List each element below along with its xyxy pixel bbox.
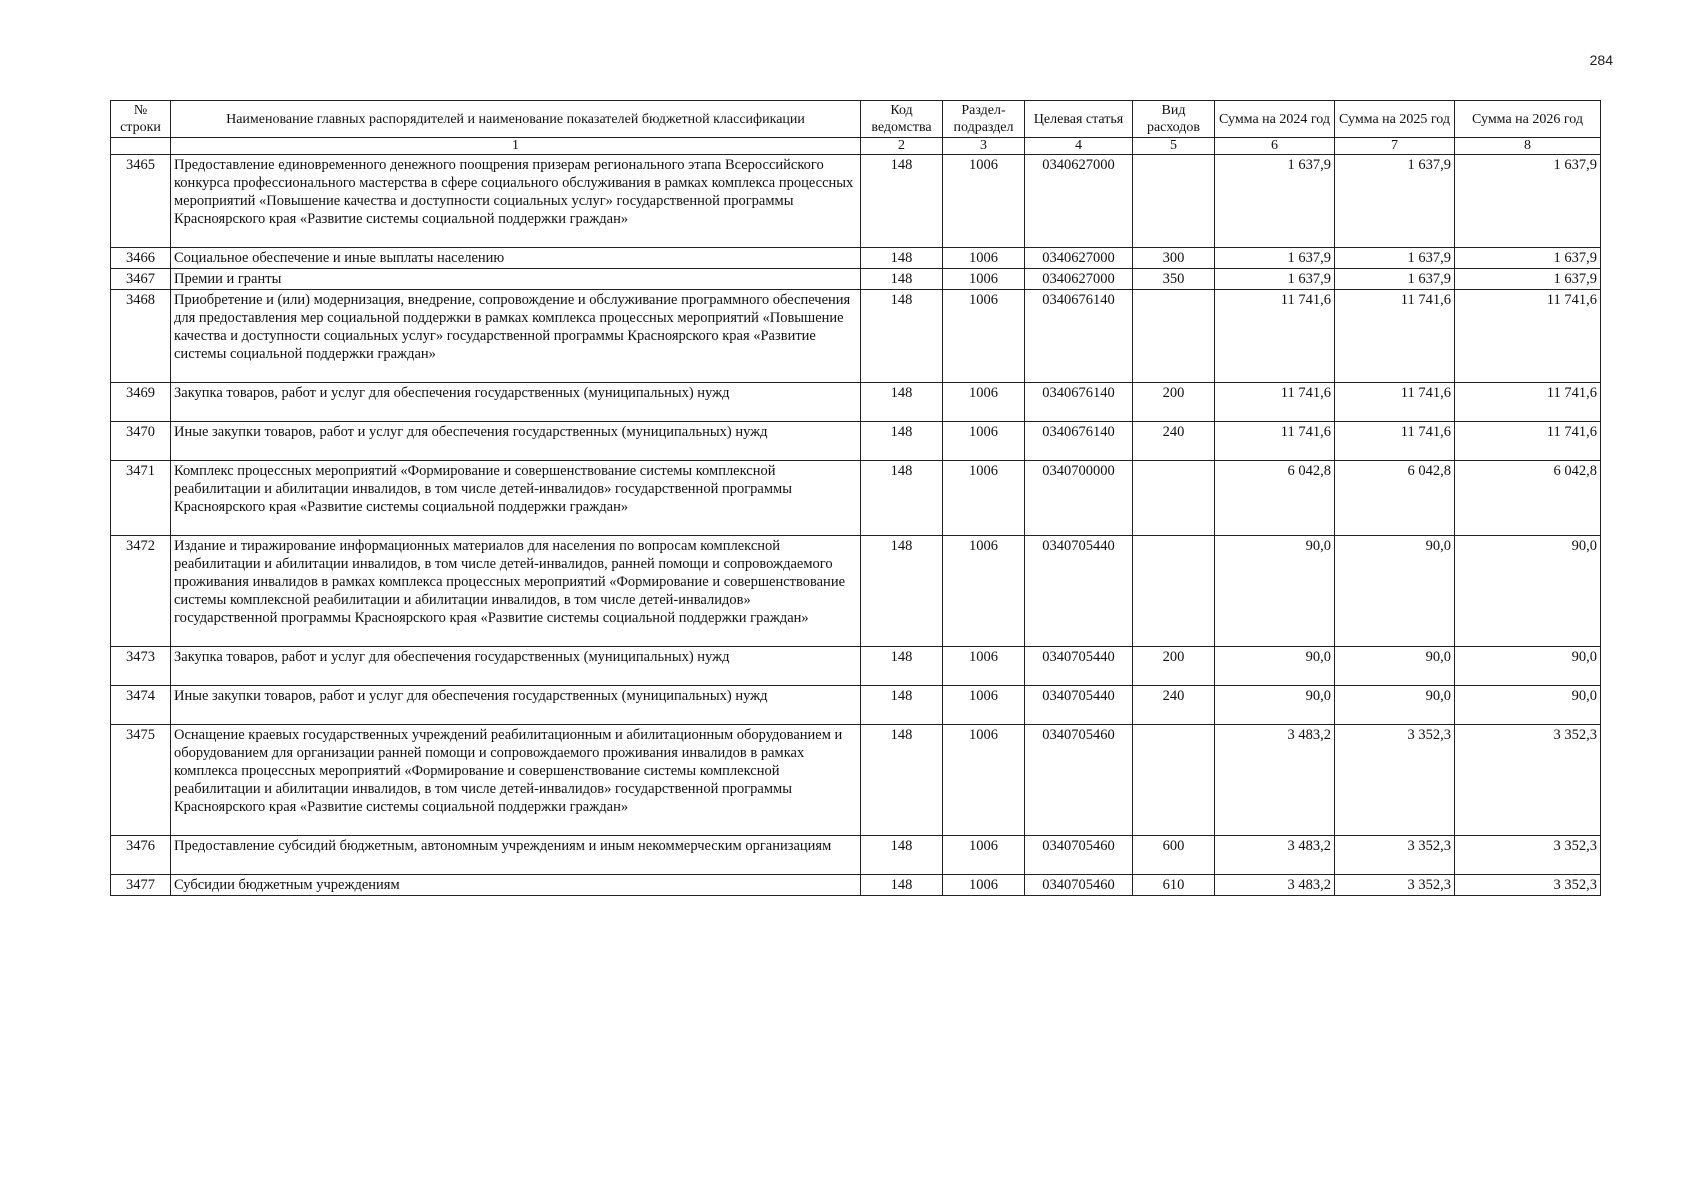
row-name: Приобретение и (или) модернизация, внедрение, сопровождение и обслуживание программного обеспечения для предоставления мер социальной поддержки в рамках комплекса процессных мероприятий «Повышение качества и доступности социальных услуг» государственной программы Красноярского края «Развитие системы социальной поддержки граждан» — [171, 290, 861, 383]
budget-table-container — [110, 100, 1600, 896]
row-sum-2024: 1 637,9 — [1215, 269, 1335, 290]
table-row — [111, 269, 1601, 290]
row-target: 0340676140 — [1025, 422, 1133, 461]
header-dept-code: Код ведомства — [861, 101, 943, 138]
row-sum-2024: 3 483,2 — [1215, 725, 1335, 836]
row-number: 3466 — [111, 248, 171, 269]
row-sum-2025: 1 637,9 — [1335, 248, 1455, 269]
row-section: 1006 — [943, 383, 1025, 422]
row-sum-2024: 11 741,6 — [1215, 383, 1335, 422]
table-row — [111, 536, 1601, 647]
table-row — [111, 836, 1601, 875]
header-target: Целевая статья — [1025, 101, 1133, 138]
table-row — [111, 155, 1601, 248]
row-dept-code: 148 — [861, 422, 943, 461]
row-section: 1006 — [943, 422, 1025, 461]
table-row — [111, 422, 1601, 461]
table-row — [111, 290, 1601, 383]
row-number: 3471 — [111, 461, 171, 536]
row-name: Комплекс процессных мероприятий «Формирование и совершенствование системы комплексной реабилитации и абилитации инвалидов, в том числе детей-инвалидов» государственной программы Красноярского края «Развитие системы социальной поддержки граждан» — [171, 461, 861, 536]
header-expense-type: Вид расходов — [1133, 101, 1215, 138]
column-number-empty — [111, 138, 171, 155]
header-sum-2025: Сумма на 2025 год — [1335, 101, 1455, 138]
column-number: 7 — [1335, 138, 1455, 155]
row-section: 1006 — [943, 836, 1025, 875]
row-target: 0340705440 — [1025, 647, 1133, 686]
row-section: 1006 — [943, 875, 1025, 896]
table-row — [111, 875, 1601, 896]
row-name: Оснащение краевых государственных учреждений реабилитационным и абилитационным оборудованием и оборудованием для организации ранней помощи и сопровождаемого проживания инвалидов в рамках комплекса процессных мероприятий «Формирование и совершенствование системы комплексной реабилитации и абилитации инвалидов, в том числе детей-инвалидов» государственной программы Красноярского края «Развитие системы социальной поддержки граждан» — [171, 725, 861, 836]
row-dept-code: 148 — [861, 725, 943, 836]
row-sum-2025: 11 741,6 — [1335, 383, 1455, 422]
header-row — [111, 101, 1601, 138]
row-sum-2024: 1 637,9 — [1215, 155, 1335, 248]
row-sum-2024: 90,0 — [1215, 686, 1335, 725]
row-name: Предоставление единовременного денежного поощрения призерам регионального этапа Всероссийского конкурса профессионального мастерства в сфере социального обслуживания в рамках комплекса процессных мероприятий «Повышение качества и доступности социальных услуг» государственной программы Красноярского края «Развитие системы социальной поддержки граждан» — [171, 155, 861, 248]
row-target: 0340627000 — [1025, 155, 1133, 248]
header-sum-2026: Сумма на 2026 год — [1455, 101, 1601, 138]
header-section: Раздел-подраздел — [943, 101, 1025, 138]
row-sum-2025: 90,0 — [1335, 686, 1455, 725]
table-row — [111, 725, 1601, 836]
row-sum-2024: 11 741,6 — [1215, 290, 1335, 383]
row-name: Иные закупки товаров, работ и услуг для обеспечения государственных (муниципальных) нужд — [171, 422, 861, 461]
row-number: 3477 — [111, 875, 171, 896]
row-number: 3467 — [111, 269, 171, 290]
row-sum-2025: 6 042,8 — [1335, 461, 1455, 536]
row-sum-2026: 11 741,6 — [1455, 290, 1601, 383]
column-numbers-row — [111, 138, 1601, 155]
row-expense-type — [1133, 155, 1215, 248]
row-name: Предоставление субсидий бюджетным, автономным учреждениям и иным некоммерческим организациям — [171, 836, 861, 875]
row-target: 0340627000 — [1025, 269, 1133, 290]
row-expense-type: 200 — [1133, 383, 1215, 422]
column-number: 1 — [171, 138, 861, 155]
row-dept-code: 148 — [861, 269, 943, 290]
row-section: 1006 — [943, 290, 1025, 383]
row-sum-2024: 6 042,8 — [1215, 461, 1335, 536]
row-target: 0340705460 — [1025, 875, 1133, 896]
row-name: Закупка товаров, работ и услуг для обеспечения государственных (муниципальных) нужд — [171, 647, 861, 686]
row-name: Издание и тиражирование информационных материалов для населения по вопросам комплексной реабилитации и абилитации инвалидов, в том числе детей-инвалидов, ранней помощи и сопровождаемого проживания инвалидов в рамках комплекса процессных мероприятий «Формирование и совершенствование системы комплексной реабилитации и абилитации инвалидов, в том числе детей-инвалидов» государственной программы Красноярского края «Развитие системы социальной поддержки граждан» — [171, 536, 861, 647]
row-section: 1006 — [943, 686, 1025, 725]
row-dept-code: 148 — [861, 461, 943, 536]
row-sum-2026: 11 741,6 — [1455, 422, 1601, 461]
row-section: 1006 — [943, 269, 1025, 290]
row-number: 3468 — [111, 290, 171, 383]
row-section: 1006 — [943, 248, 1025, 269]
row-sum-2024: 90,0 — [1215, 647, 1335, 686]
row-sum-2026: 90,0 — [1455, 647, 1601, 686]
table-row — [111, 647, 1601, 686]
column-number: 3 — [943, 138, 1025, 155]
row-section: 1006 — [943, 647, 1025, 686]
row-target: 0340676140 — [1025, 290, 1133, 383]
row-expense-type — [1133, 725, 1215, 836]
page-number: 284 — [1589, 52, 1613, 68]
row-sum-2025: 1 637,9 — [1335, 269, 1455, 290]
row-expense-type: 240 — [1133, 422, 1215, 461]
row-number: 3473 — [111, 647, 171, 686]
row-expense-type — [1133, 536, 1215, 647]
row-sum-2024: 1 637,9 — [1215, 248, 1335, 269]
row-expense-type: 350 — [1133, 269, 1215, 290]
row-expense-type — [1133, 290, 1215, 383]
row-dept-code: 148 — [861, 836, 943, 875]
table-row — [111, 686, 1601, 725]
row-sum-2025: 3 352,3 — [1335, 875, 1455, 896]
row-section: 1006 — [943, 155, 1025, 248]
row-dept-code: 148 — [861, 155, 943, 248]
row-expense-type: 610 — [1133, 875, 1215, 896]
row-dept-code: 148 — [861, 647, 943, 686]
row-sum-2026: 1 637,9 — [1455, 269, 1601, 290]
row-sum-2026: 90,0 — [1455, 536, 1601, 647]
row-name: Закупка товаров, работ и услуг для обеспечения государственных (муниципальных) нужд — [171, 383, 861, 422]
row-sum-2026: 3 352,3 — [1455, 836, 1601, 875]
row-name: Иные закупки товаров, работ и услуг для обеспечения государственных (муниципальных) нужд — [171, 686, 861, 725]
row-section: 1006 — [943, 725, 1025, 836]
row-sum-2025: 11 741,6 — [1335, 290, 1455, 383]
row-dept-code: 148 — [861, 875, 943, 896]
row-number: 3476 — [111, 836, 171, 875]
row-dept-code: 148 — [861, 248, 943, 269]
row-expense-type — [1133, 461, 1215, 536]
row-section: 1006 — [943, 461, 1025, 536]
row-dept-code: 148 — [861, 686, 943, 725]
table-row — [111, 383, 1601, 422]
row-sum-2026: 11 741,6 — [1455, 383, 1601, 422]
row-target: 0340705440 — [1025, 686, 1133, 725]
row-sum-2024: 3 483,2 — [1215, 836, 1335, 875]
row-target: 0340627000 — [1025, 248, 1133, 269]
row-target: 0340705460 — [1025, 725, 1133, 836]
row-number: 3472 — [111, 536, 171, 647]
row-sum-2026: 1 637,9 — [1455, 248, 1601, 269]
column-number: 4 — [1025, 138, 1133, 155]
row-number: 3474 — [111, 686, 171, 725]
row-sum-2024: 11 741,6 — [1215, 422, 1335, 461]
header-name: Наименование главных распорядителей и наименование показателей бюджетной классификации — [171, 101, 861, 138]
row-sum-2026: 90,0 — [1455, 686, 1601, 725]
row-expense-type: 240 — [1133, 686, 1215, 725]
row-dept-code: 148 — [861, 383, 943, 422]
column-number: 8 — [1455, 138, 1601, 155]
header-row-no: № строки — [111, 101, 171, 138]
budget-table — [110, 100, 1601, 896]
row-sum-2026: 3 352,3 — [1455, 875, 1601, 896]
row-sum-2026: 3 352,3 — [1455, 725, 1601, 836]
row-sum-2024: 90,0 — [1215, 536, 1335, 647]
row-target: 0340705460 — [1025, 836, 1133, 875]
row-number: 3470 — [111, 422, 171, 461]
row-dept-code: 148 — [861, 536, 943, 647]
row-sum-2025: 90,0 — [1335, 536, 1455, 647]
row-target: 0340705440 — [1025, 536, 1133, 647]
row-name: Субсидии бюджетным учреждениям — [171, 875, 861, 896]
row-dept-code: 148 — [861, 290, 943, 383]
row-sum-2025: 1 637,9 — [1335, 155, 1455, 248]
table-row — [111, 461, 1601, 536]
row-sum-2025: 3 352,3 — [1335, 725, 1455, 836]
table-row — [111, 248, 1601, 269]
row-sum-2024: 3 483,2 — [1215, 875, 1335, 896]
header-sum-2024: Сумма на 2024 год — [1215, 101, 1335, 138]
column-number: 5 — [1133, 138, 1215, 155]
row-expense-type: 200 — [1133, 647, 1215, 686]
row-name: Премии и гранты — [171, 269, 861, 290]
row-number: 3475 — [111, 725, 171, 836]
row-section: 1006 — [943, 536, 1025, 647]
row-name: Социальное обеспечение и иные выплаты населению — [171, 248, 861, 269]
column-number: 6 — [1215, 138, 1335, 155]
row-expense-type: 600 — [1133, 836, 1215, 875]
row-number: 3465 — [111, 155, 171, 248]
row-sum-2025: 11 741,6 — [1335, 422, 1455, 461]
column-number: 2 — [861, 138, 943, 155]
row-sum-2026: 1 637,9 — [1455, 155, 1601, 248]
row-sum-2026: 6 042,8 — [1455, 461, 1601, 536]
row-sum-2025: 3 352,3 — [1335, 836, 1455, 875]
row-number: 3469 — [111, 383, 171, 422]
row-target: 0340700000 — [1025, 461, 1133, 536]
row-expense-type: 300 — [1133, 248, 1215, 269]
row-target: 0340676140 — [1025, 383, 1133, 422]
row-sum-2025: 90,0 — [1335, 647, 1455, 686]
